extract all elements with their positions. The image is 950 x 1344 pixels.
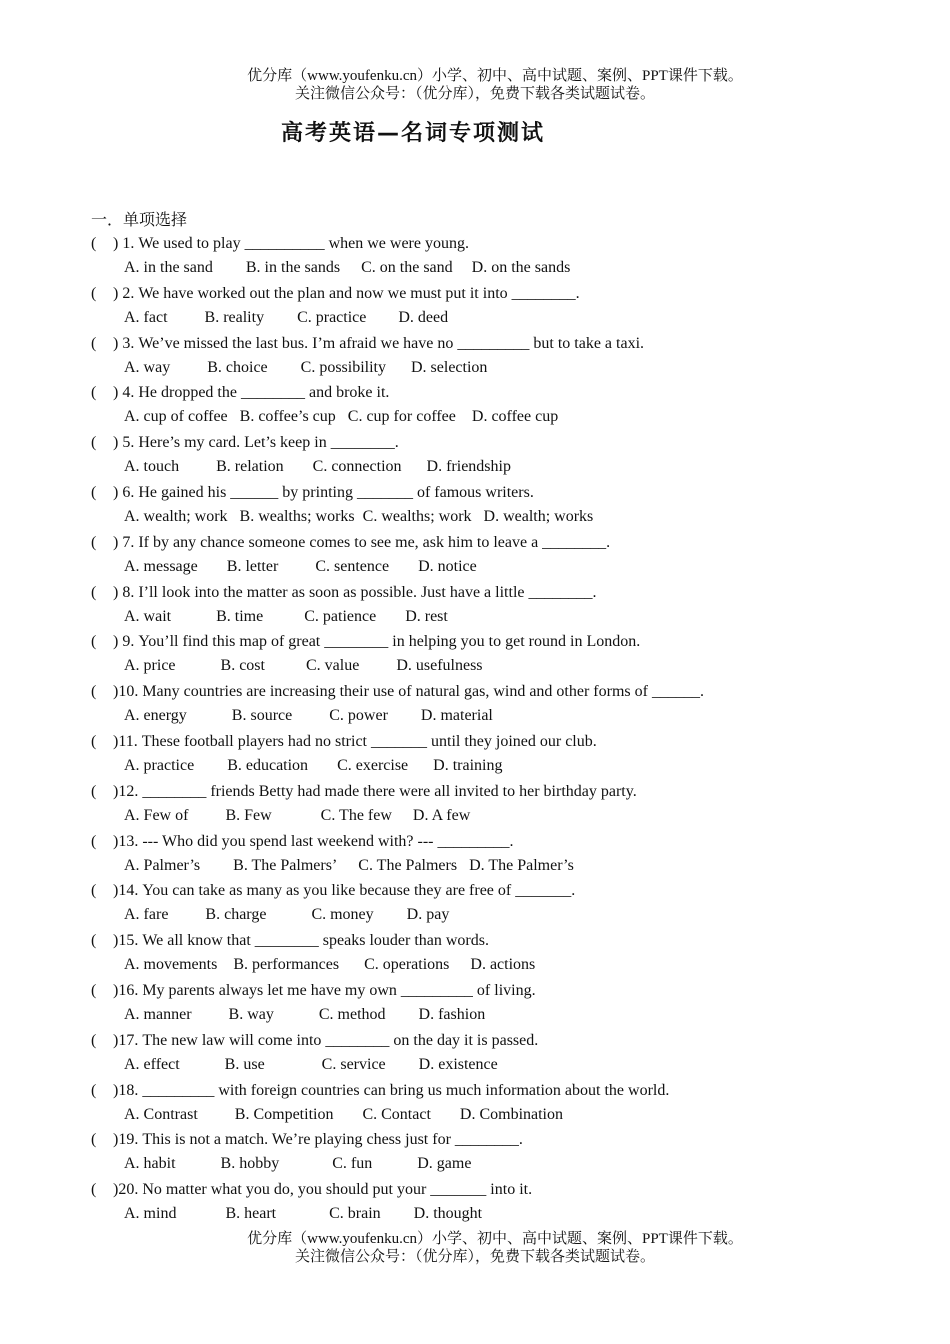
option-row [91, 704, 911, 729]
option-c: C. sentence [315, 557, 390, 575]
option-a: A. touch [124, 458, 180, 476]
question-stem [91, 1028, 911, 1053]
option-d: D. The Palmer’s [469, 856, 574, 874]
option-row [91, 306, 911, 331]
question-item [91, 430, 911, 480]
option-b: B. relation [216, 458, 284, 476]
question-number: )17. [113, 1031, 139, 1049]
question-item [91, 629, 911, 679]
option-a: A. in the sand [124, 259, 213, 276]
option-row [91, 804, 911, 829]
option-row [91, 455, 911, 480]
question-item [91, 1078, 911, 1128]
option-a: A. energy [124, 707, 187, 725]
answer-paren: ( [91, 1081, 97, 1099]
question-text: Here’s my card. Let’s keep in ________. [138, 434, 399, 452]
question-stem [91, 281, 911, 306]
question-item [91, 878, 911, 928]
option-b: B. wealths; works [239, 507, 355, 525]
option-row [91, 256, 911, 281]
question-stem [91, 331, 911, 356]
question-number: ) 4. [113, 384, 135, 402]
option-a: A. manner [124, 1005, 192, 1023]
question-item [91, 380, 911, 430]
question-item [91, 729, 911, 779]
question-text: _________ with foreign countries can bring us much information about the world. [142, 1081, 670, 1099]
question-text: My parents always let me have my own _________ of living. [142, 981, 536, 999]
question-item [91, 530, 911, 580]
question-number: )13. [113, 832, 139, 850]
option-d: D. selection [411, 358, 488, 376]
option-b: B. heart [225, 1205, 277, 1223]
question-stem [91, 978, 911, 1003]
question-number: )14. [113, 882, 139, 900]
option-d: D. deed [398, 308, 449, 326]
option-b: B. way [228, 1005, 274, 1023]
option-b: B. reality [204, 308, 265, 326]
option-a: A. wait [124, 607, 172, 625]
question-stem [91, 580, 911, 605]
question-text: This is not a match. We’re playing chess just for ________. [142, 1131, 523, 1149]
option-row [91, 1152, 911, 1177]
question-stem [91, 779, 911, 804]
question-stem [91, 679, 911, 704]
option-c: C. wealths; work [362, 507, 472, 525]
option-c: C. value [305, 657, 360, 675]
option-c: C. The few [320, 806, 392, 824]
question-stem [91, 629, 911, 654]
question-item [91, 679, 911, 729]
question-text: ________ friends Betty had made there were all invited to her birthday party. [142, 782, 637, 800]
question-text: We all know that ________ speaks louder than words. [142, 932, 489, 950]
question-number: )18. [113, 1081, 139, 1099]
option-a: A. way [124, 358, 171, 376]
header-line-2: 关注微信公众号：（优分库），免费下载各类试题试卷。 [294, 86, 655, 102]
question-stem [91, 530, 911, 555]
answer-paren: ( [91, 1181, 97, 1199]
question-number: )20. [113, 1181, 139, 1199]
question-stem [91, 928, 911, 953]
question-number: )15. [113, 932, 139, 950]
option-c: C. service [321, 1055, 386, 1073]
question-stem [91, 878, 911, 903]
option-c: C. on the sand [361, 259, 453, 276]
option-d: D. usefulness [396, 657, 483, 675]
option-c: C. operations [364, 956, 450, 974]
answer-paren: ( [91, 1131, 97, 1149]
question-text: No matter what you do, you should put your _______ into it. [142, 1181, 533, 1199]
option-d: D. thought [413, 1205, 483, 1223]
header-line-1: 优分库（www.youfenku.cn）小学、初中、高中试题、案例、PPT课件下载。 [247, 68, 743, 84]
answer-paren: ( [91, 782, 97, 800]
answer-paren: ( [91, 434, 97, 452]
option-row [91, 1003, 911, 1028]
question-text: --- Who did you spend last weekend with? --- _________. [142, 832, 514, 850]
page-title: 高考英语—名词专项测试 [280, 121, 545, 146]
option-b: B. cost [220, 657, 265, 675]
option-a: A. fact [124, 308, 168, 326]
question-number: ) 7. [113, 533, 135, 551]
option-b: B. performances [233, 956, 340, 974]
question-text: He gained his ______ by printing _______ of famous writers. [138, 483, 534, 501]
question-item [91, 779, 911, 829]
option-d: D. fashion [418, 1005, 486, 1023]
option-a: A. wealth; work [124, 507, 228, 525]
option-c: C. Contact [362, 1105, 431, 1123]
option-b: B. coffee’s cup [239, 408, 336, 426]
question-number: )10. [113, 683, 139, 701]
question-number: ) 5. [113, 434, 135, 452]
option-a: A. message [124, 557, 198, 575]
option-row [91, 1202, 911, 1227]
option-row [91, 405, 911, 430]
answer-paren: ( [91, 334, 97, 352]
answer-paren: ( [91, 882, 97, 900]
option-row [91, 1053, 911, 1078]
answer-paren: ( [91, 235, 97, 252]
option-row [91, 754, 911, 779]
question-item [91, 231, 911, 281]
option-d: D. friendship [426, 458, 511, 476]
option-c: C. exercise [337, 756, 409, 774]
option-b: B. letter [226, 557, 279, 575]
option-d: D. Combination [459, 1105, 563, 1123]
option-d: D. existence [418, 1055, 498, 1073]
question-text: If by any chance someone comes to see me, ask him to leave a ________. [138, 533, 611, 551]
question-text: We used to play __________ when we were young. [138, 235, 469, 252]
option-a: A. movements [124, 956, 218, 974]
option-d: D. A few [412, 806, 471, 824]
question-item [91, 1028, 911, 1078]
question-stem [91, 380, 911, 405]
question-stem [91, 829, 911, 854]
option-c: C. fun [332, 1155, 373, 1173]
answer-paren: ( [91, 384, 97, 402]
option-b: B. hobby [220, 1155, 280, 1173]
option-c: C. practice [297, 308, 367, 326]
question-stem [91, 480, 911, 505]
option-row [91, 555, 911, 580]
option-d: D. notice [418, 557, 477, 575]
option-a: A. habit [124, 1155, 176, 1173]
answer-paren: ( [91, 832, 97, 850]
option-d: D. rest [405, 607, 448, 625]
answer-paren: ( [91, 583, 97, 601]
question-number: ) 9. [113, 633, 135, 651]
option-c: C. brain [329, 1205, 381, 1223]
question-text: These football players had no strict _______ until they joined our club. [141, 732, 597, 750]
question-number: ) 6. [113, 483, 135, 501]
question-stem [91, 430, 911, 455]
question-text: I’ll look into the matter as soon as possible. Just have a little ________. [138, 583, 597, 601]
question-item [91, 928, 911, 978]
option-b: B. The Palmers’ [233, 856, 338, 874]
page-footer [0, 1230, 950, 1266]
page-header [0, 67, 950, 103]
answer-paren: ( [91, 981, 97, 999]
question-text: You’ll find this map of great ________ in helping you to get round in London. [138, 633, 641, 651]
question-number: ) 3. [113, 334, 135, 352]
option-a: A. practice [124, 756, 195, 774]
option-row [91, 854, 911, 879]
question-item [91, 331, 911, 381]
option-c: C. possibility [300, 358, 386, 376]
option-b: B. Competition [234, 1105, 334, 1123]
option-a: A. effect [124, 1055, 180, 1073]
question-stem [91, 231, 911, 256]
option-d: D. wealth; works [483, 507, 594, 525]
option-b: B. education [227, 756, 309, 774]
option-a: A. price [124, 657, 176, 675]
option-b: B. use [224, 1055, 265, 1073]
question-item [91, 480, 911, 530]
footer-line-2: 关注微信公众号：（优分库），免费下载各类试题试卷。 [294, 1249, 655, 1265]
option-row [91, 903, 911, 928]
answer-paren: ( [91, 1031, 97, 1049]
answer-paren: ( [91, 683, 97, 701]
answer-paren: ( [91, 483, 97, 501]
option-a: A. fare [124, 906, 169, 924]
question-text: He dropped the ________ and broke it. [138, 384, 390, 402]
option-b: B. time [216, 607, 264, 625]
question-stem [91, 1177, 911, 1202]
option-row [91, 953, 911, 978]
option-d: D. training [433, 756, 503, 774]
question-item [91, 1127, 911, 1177]
option-d: D. coffee cup [471, 408, 559, 426]
option-d: D. actions [470, 956, 536, 974]
question-item [91, 281, 911, 331]
option-c: C. cup for coffee [347, 408, 456, 426]
answer-paren: ( [91, 284, 97, 302]
question-item [91, 1177, 911, 1227]
question-number: ) 1. [113, 235, 135, 252]
question-item [91, 829, 911, 879]
option-c: C. money [311, 906, 374, 924]
option-row [91, 605, 911, 630]
option-row [91, 654, 911, 679]
answer-paren: ( [91, 633, 97, 651]
question-text: We have worked out the plan and now we must put it into ________. [138, 284, 580, 302]
option-a: A. Few of [124, 806, 189, 824]
option-a: A. cup of coffee [124, 408, 228, 426]
answer-paren: ( [91, 732, 97, 750]
option-row [91, 356, 911, 381]
question-item [91, 978, 911, 1028]
option-c: C. method [318, 1005, 386, 1023]
option-d: D. game [417, 1155, 472, 1173]
question-list [91, 231, 911, 1227]
option-b: B. source [231, 707, 293, 725]
footer-line-1: 优分库（www.youfenku.cn）小学、初中、高中试题、案例、PPT课件下载。 [247, 1231, 743, 1247]
question-text: Many countries are increasing their use of natural gas, wind and other forms of ______. [142, 683, 704, 701]
option-c: C. The Palmers [358, 856, 458, 874]
option-d: D. material [420, 707, 493, 725]
question-number: ) 8. [113, 583, 135, 601]
option-c: C. connection [312, 458, 402, 476]
section-heading: 一．单项选择 [91, 212, 188, 229]
question-number: )12. [113, 782, 139, 800]
option-d: D. pay [406, 906, 450, 924]
option-b: B. Few [225, 806, 272, 824]
option-row [91, 1103, 911, 1128]
option-a: A. Palmer’s [124, 856, 201, 874]
question-text: The new law will come into ________ on the day it is passed. [142, 1031, 539, 1049]
option-c: C. power [329, 707, 388, 725]
option-c: C. patience [304, 607, 377, 625]
option-a: A. Contrast [124, 1105, 198, 1123]
question-item [91, 580, 911, 630]
question-number: )16. [113, 981, 139, 999]
option-b: B. charge [205, 906, 267, 924]
option-row [91, 505, 911, 530]
question-stem [91, 1127, 911, 1152]
question-number: )11. [113, 732, 138, 750]
question-text: We’ve missed the last bus. I’m afraid we have no _________ but to take a taxi. [138, 334, 645, 352]
question-text: You can take as many as you like because they are free of _______. [142, 882, 576, 900]
question-stem [91, 729, 911, 754]
answer-paren: ( [91, 932, 97, 950]
option-a: A. mind [124, 1205, 177, 1223]
option-b: B. choice [207, 358, 268, 376]
option-b: B. in the sands [245, 259, 341, 276]
answer-paren: ( [91, 533, 97, 551]
question-number: )19. [113, 1131, 139, 1149]
question-number: ) 2. [113, 284, 135, 302]
question-stem [91, 1078, 911, 1103]
option-d: D. on the sands [471, 259, 571, 276]
